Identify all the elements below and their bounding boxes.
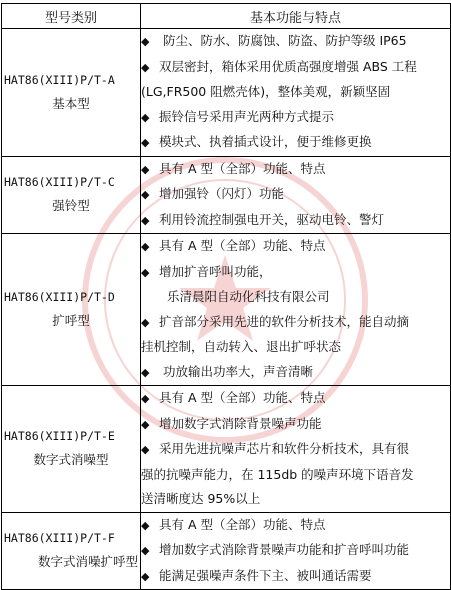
model-code: HAT86(XIII)P/T-D [4,290,115,304]
model-name: 基本型 [52,95,90,111]
table-row [2,29,451,157]
feature-line [141,80,450,105]
model-cell [2,386,141,513]
diamond-bullet-icon: ◆ [141,443,150,456]
diamond-bullet-icon: ◆ [141,60,150,74]
feature-line [141,157,450,183]
table-row [2,386,451,513]
diamond-bullet-icon: ◆ [141,265,150,279]
model-cell [2,29,141,157]
features-cell [141,512,451,590]
feature-text: 双层密封，箱体采用优质高强度增强 ABS 工程 [159,58,417,74]
model-name: 强铃型 [52,198,90,214]
feature-line [141,437,450,463]
model-code: HAT86(XIII)P/T-F [4,531,115,546]
feature-text: 强的抗噪声能力，在 115db 的噪声环境下语音发 [141,466,414,482]
feature-text: 具有 A 型（全部）功能、特点 [159,516,326,532]
feature-text: (LG,FR500 阻燃壳体)，整体美观，新颖坚固 [141,84,391,99]
feature-text: 具有 A 型（全部）功能、特点 [159,238,326,253]
diamond-bullet-icon: ◆ [141,417,150,431]
feature-text: 具有 A 型（全部）功能、特点 [159,160,326,176]
diamond-bullet-icon: ◆ [141,35,150,48]
diamond-bullet-icon: ◆ [141,162,150,176]
diamond-bullet-icon: ◆ [141,136,150,149]
feature-text: 增加数字式消除背景噪声功能和扩音呼叫功能 [159,542,410,557]
table-row [2,512,451,590]
feature-line [141,513,450,539]
model-cell [2,512,141,590]
model-code: HAT86(XIII)P/T-E [4,429,115,444]
diamond-bullet-icon: ◆ [141,365,150,379]
table-header-row [2,4,451,29]
model-name: 数字式消噪型 [33,452,109,468]
feature-line [141,105,450,131]
features-cell [141,386,451,513]
diamond-bullet-icon: ◆ [141,569,150,583]
feature-line [141,412,450,438]
diamond-bullet-icon: ◆ [141,544,150,557]
feature-line [141,130,450,156]
feature-text: 挂机控制，自动转入、退出扩呼状态 [141,339,342,354]
feature-text: 能满足强噪声条件下主、被叫通话需要 [159,567,372,583]
diamond-bullet-icon: ◆ [141,315,150,329]
features-cell [141,29,451,157]
feature-line [141,386,450,412]
feature-text: 送清晰度达 95%以上 [141,491,261,506]
feature-text: 扩音部分采用先进的软件分析技术，能自动摘 [159,313,410,329]
feature-line [141,285,450,310]
features-cell [141,156,451,234]
model-code: HAT86(XIII)P/T-A [4,72,115,87]
feature-line [141,564,450,590]
feature-line [141,360,450,386]
feature-line [141,182,450,208]
model-name: 扩呼型 [52,313,90,328]
diamond-bullet-icon: ◆ [141,110,150,124]
feature-line [141,487,450,512]
feature-text: 乐清晨阳自动化科技有限公司 [167,289,330,304]
feature-text: 具有 A 型（全部）功能、特点 [159,390,326,405]
header-model-category: 型号类别 [2,4,141,29]
diamond-bullet-icon: ◆ [141,188,150,201]
feature-text: 增加扩音呼叫功能， [159,263,272,279]
feature-text: 利用铃流控制强电开关，驱动电铃、警灯 [159,211,385,227]
table-row [2,234,451,386]
feature-line [141,55,450,81]
feature-line [141,29,450,55]
feature-text: 振铃信号采用声光两种方式提示 [159,108,335,124]
model-name: 数字式消噪扩呼型 [37,554,138,570]
diamond-bullet-icon: ◆ [141,518,150,532]
table-row [2,156,451,234]
feature-line [141,310,450,336]
model-code: HAT86(XIII)P/T-C [4,175,115,190]
header-features: 基本功能与特点 [141,4,451,29]
feature-text: 增加数字式消除背景噪声功能 [159,415,322,431]
feature-text: 模块式、执着插式设计，便于维修更换 [159,134,372,149]
feature-line [141,208,450,234]
feature-text: 增加强铃（闪灯）功能 [159,186,285,201]
feature-line [141,538,450,564]
feature-text: 防尘、防水、防腐蚀、防盗、防护等级 IP65 [159,33,407,48]
feature-text: 采用先进抗噪声芯片和软件分析技术，具有很 [159,441,410,456]
diamond-bullet-icon: ◆ [141,392,150,405]
feature-line [141,260,450,286]
diamond-bullet-icon: ◆ [141,240,150,253]
model-cell [2,234,141,386]
feature-line [141,335,450,360]
feature-line [141,234,450,260]
features-cell [141,234,451,386]
diamond-bullet-icon: ◆ [141,213,150,227]
model-spec-table [1,3,451,590]
feature-text: 功放输出功率大，声音清晰 [159,363,313,379]
feature-line [141,463,450,488]
model-cell [2,156,141,234]
